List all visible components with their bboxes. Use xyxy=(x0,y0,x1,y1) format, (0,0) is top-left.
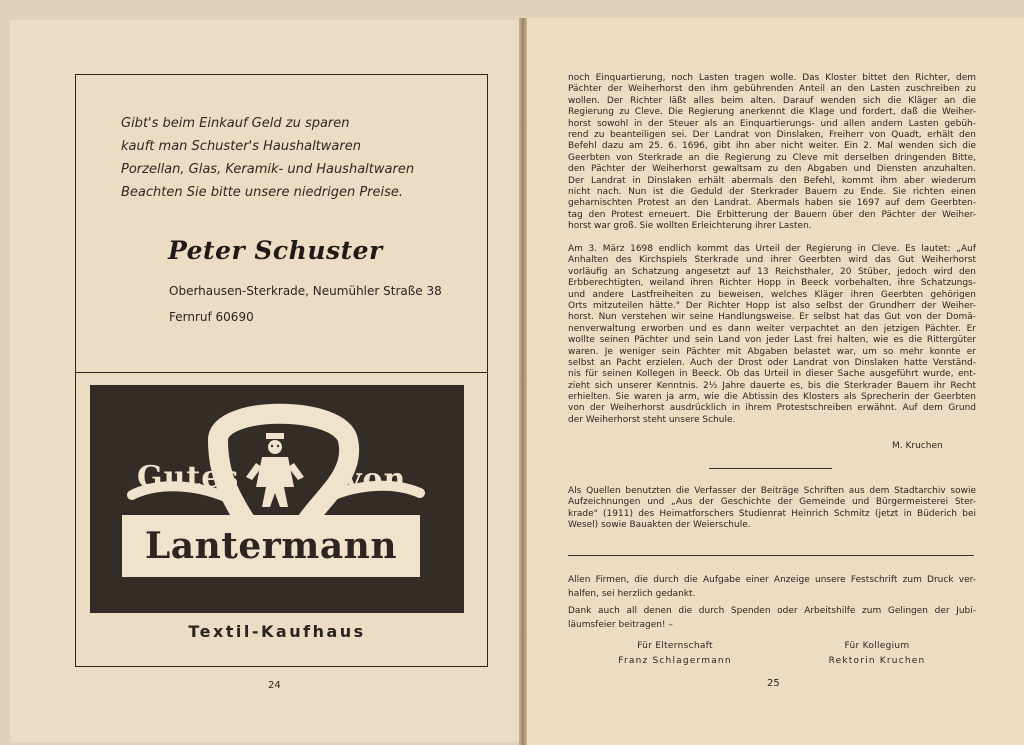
signatory-name: Franz Schlagermann xyxy=(618,656,732,666)
text-line: waren. Je weniger sein Pächter mit Abgaben belastet war, um so mehr konnte er xyxy=(568,346,976,357)
book-gutter xyxy=(519,18,527,745)
text-line: Dank auch all denen die durch Spenden oder Arbeitshilfe zum Gelingen der Jubi- xyxy=(568,606,976,616)
lantermann-logo-graphic xyxy=(90,385,464,613)
section-rule-short xyxy=(709,468,832,469)
signatory-name: Rektorin Kruchen xyxy=(828,656,926,666)
text-line: nenverwaltung erworben und es dann weiter verpachtet an den jetzigen Pächter. Er xyxy=(568,323,976,334)
signatory-role: Für Kollegium xyxy=(844,641,910,651)
page-number-right: 25 xyxy=(767,678,780,689)
text-line: halfen, sei herzlich gedankt. xyxy=(568,589,696,599)
text-line: und andere Lastfreiheiten zu beweisen, welches Kläger ihren Geerbten gehörigen xyxy=(568,289,976,300)
schuster-name: Peter Schuster xyxy=(168,236,383,265)
text-line: nis für seinen Kollegen in Beeck. Ob das Urteil in dieser Sache ausgeführt wurde, ent- xyxy=(568,369,976,380)
schuster-phone: Fernruf 60690 xyxy=(169,310,254,324)
text-line: Allen Firmen, die durch die Aufgabe einer Anzeige unsere Festschrift zum Druck ver- xyxy=(568,575,976,585)
sources-paragraph xyxy=(568,486,976,532)
slogan-line: Porzellan, Glas, Keramik- und Haushaltwaren xyxy=(121,162,415,177)
text-line: noch Einquartierung, noch Lasten tragen wolle. Das Kloster bittet den Richter, dem xyxy=(568,73,976,83)
text-line: rend zu beanteiligen sei. Der Landrat von Dinslaken, Freiherr von Quadt, erhält den xyxy=(568,129,976,140)
text-line: vorläufig an Schatzung angesetzt auf 13 Reichsthaler, 20 Stüber, jedoch wird den xyxy=(568,266,976,277)
text-line: Regierung zu Cleve. Die Regierung anerkennt die Klage und fordert, daß die Weiher- xyxy=(568,107,976,118)
text-line: Anhalten des Kirchspiels Sterkrade und ihrer Geerbten wird das Gut Weiherhorst xyxy=(568,255,976,266)
signatory-staff xyxy=(792,639,962,669)
text-line: Aufzeichnungen und „Aus der Geschichte der Gemeinde und Bürgermeisterei Ster- xyxy=(568,497,976,508)
text-line: selbst an Pacht erzielen. Auch der Drost oder Landrat von Dinslaken hatte Verständ- xyxy=(568,357,976,368)
tailor-figure-icon xyxy=(246,433,304,507)
text-line: krade" (1911) des Heimatforschers Studienrat Heinrich Schmitz (jetzt in Büderich bei xyxy=(568,508,976,519)
text-line: wollen. Der Richter läßt alles beim alten. Darauf wenden sich die Kläger an die xyxy=(568,95,976,106)
text-line: Der Landrat in Dinslaken erhält abermals den Befehl, kommt ihm aber wiederum xyxy=(568,175,976,186)
text-line: horst. Nun verstehen wir seine Handlungsweise. Er selbst hat das Gut von der Domä- xyxy=(568,312,976,323)
ad-divider xyxy=(75,372,488,373)
text-line: der Weiherhorst steht unsere Schule. xyxy=(568,414,736,425)
text-line: erhielten. Sie waren ja arm, wie die Äbtissin des Klosters als Sprecherin der Geerbten xyxy=(568,392,976,403)
author-signature: M. Kruchen xyxy=(892,441,943,451)
text-line: Pächter der Weiherhorst den ihm gebührenden Anteil an den Lasten zuschreiben zu xyxy=(568,84,976,95)
history-paragraph-1 xyxy=(568,73,976,232)
signatory-role: Für Elternschaft xyxy=(637,641,713,651)
schuster-address: Oberhausen-Sterkrade, Neumühler Straße 38 xyxy=(169,284,442,298)
text-line: nicht nach. Nun ist die Geduld der Sterkrader Bauern zu Ende. Sie richten einen xyxy=(568,186,976,197)
slogan-line: Beachten Sie bitte unsere niedrigen Preise. xyxy=(121,185,404,200)
slogan-line: Gibt's beim Einkauf Geld zu sparen xyxy=(121,116,350,131)
text-line: von der Weiherhorst ausdrücklich in ihrem Protestschreiben erwähnt. Auf dem Grund xyxy=(568,403,976,414)
text-line: Geerbten von Sterkrade an die Regierung zu Cleve mit derselben dringenden Bitte, xyxy=(568,152,976,163)
text-line: läumsfeier beitragen! – xyxy=(568,620,673,630)
text-line: horst sowohl in der Steuer als an Einquartierungs- und allen andern Lasten gebüh- xyxy=(568,118,976,129)
text-line: geharnischten Protest an den Landrat. Abermals haben sie 1697 auf dem Geerbten- xyxy=(568,198,976,209)
firms-thanks xyxy=(568,573,976,601)
text-line: horst war groß. Sie wollten Erleichterung ihrer Lasten. xyxy=(568,221,812,232)
lantermann-word-von: von xyxy=(344,462,407,497)
lantermann-tagline: Textil-Kaufhaus xyxy=(188,622,366,641)
text-line: Wesel) sowie Bauakten der Weierschule. xyxy=(568,520,751,531)
text-line: wollte seinen Pächter und sein Land von jeder Last frei halten, wie es die Rittergüter xyxy=(568,335,976,346)
text-line: Erbberechtigten, weiland ihren Richter Hopp in Beeck vorbehalten, ihre Schatzungs- xyxy=(568,278,976,289)
text-line: zieht sich unserer Kenntnis. 2½ Jahre dauerte es, bis die Sterkrader Bauern ihr Recht xyxy=(568,380,976,391)
section-rule-long xyxy=(568,555,974,556)
lantermann-brand: Lantermann xyxy=(144,525,398,567)
text-line: Als Quellen benutzten die Verfasser der Beiträge Schriften aus dem Stadtarchiv sowie xyxy=(568,486,976,496)
text-line: Befehl dazu am 25. 6. 1696, gibt ihn aber nicht weiter. Ein 2. Mal wenden sich die xyxy=(568,141,976,152)
text-line: Orts mitzuteilen hätte." Der Richter Hopp ist also selbst der Grundherr der Weiher- xyxy=(568,300,976,311)
slogan-line: kauft man Schuster's Haushaltwaren xyxy=(121,139,361,154)
page-number-left: 24 xyxy=(268,680,281,691)
text-line: Am 3. März 1698 endlich kommt das Urteil der Regierung in Cleve. Es lautet: „Auf xyxy=(568,244,976,254)
text-line: den Pächter der Weiherhorst gewaltsam zu den Abgaben und Diensten anzuhalten. xyxy=(568,164,976,175)
schuster-slogan xyxy=(121,112,461,204)
donors-thanks xyxy=(568,604,976,632)
lantermann-word-gutes: Gutes xyxy=(137,460,240,495)
signatory-parents xyxy=(590,639,760,669)
text-line: tag den Protest erneuert. Die Erbitterung der Bauern über den Pächter der Weiher- xyxy=(568,209,976,220)
history-paragraph-2 xyxy=(568,244,976,426)
